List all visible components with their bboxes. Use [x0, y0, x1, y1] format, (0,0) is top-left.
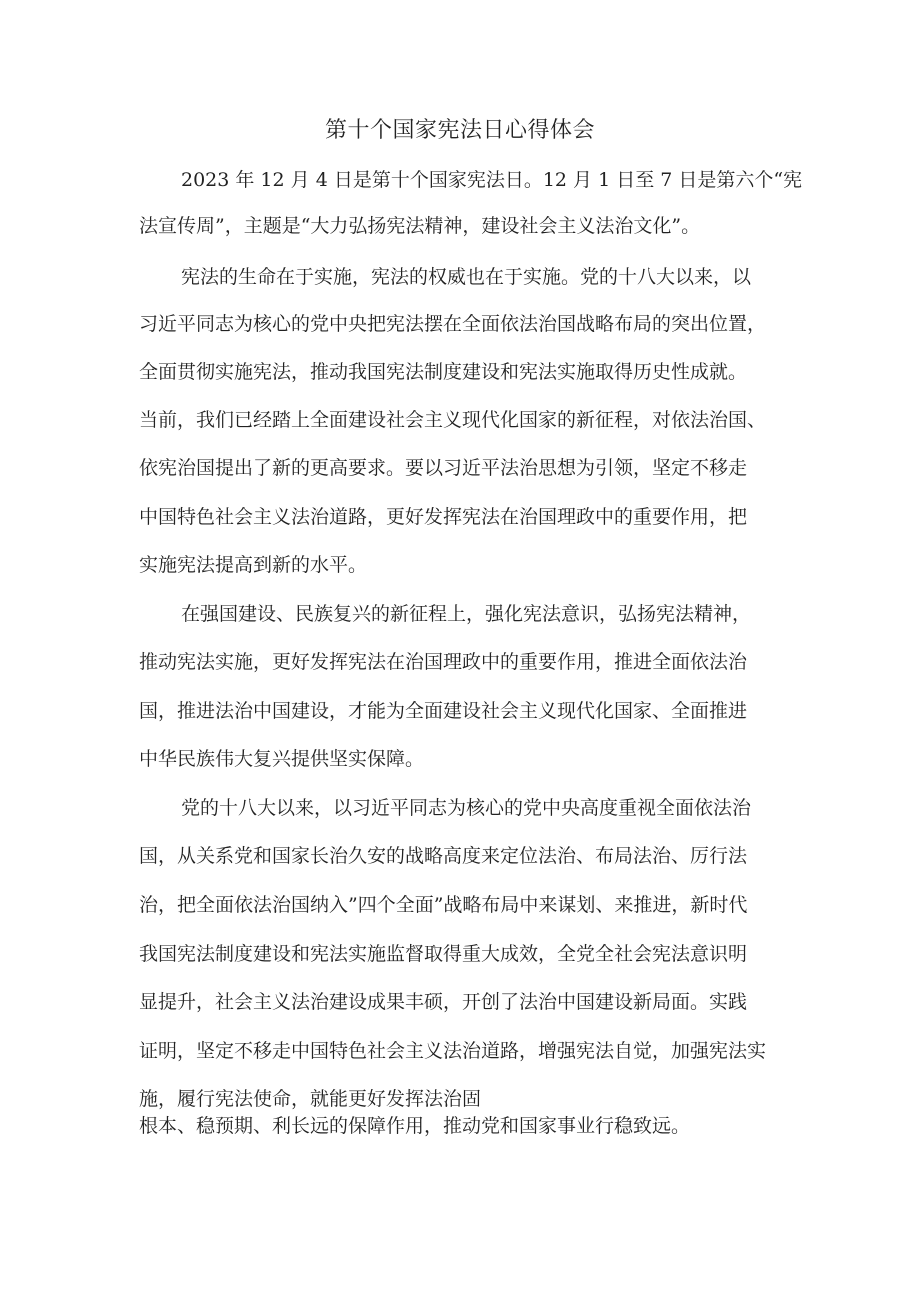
paragraph-3-line-2: 推动宪法实施，更好发挥宪法在治国理政中的重要作用，推进全面依法治: [139, 651, 748, 673]
paragraph-2-line-5: 依宪治国提出了新的更高要求。要以习近平法治思想为引领，坚定不移走: [139, 457, 748, 479]
paragraph-4-line-4: 我国宪法制度建设和宪法实施监督取得重大成效，全党全社会宪法意识明: [139, 943, 748, 965]
paragraph-4-line-7: 施，履行宪法使命，就能更好发挥法治固: [139, 1088, 482, 1110]
paragraph-1-line-2: 法宣传周”，主题是“大力弘扬宪法精神，建设社会主义法治文化”。: [139, 215, 701, 237]
paragraph-2-line-2: 习近平同志为核心的党中央把宪法摆在全面依法治国战略布局的突出位置，: [139, 313, 767, 335]
document-title: 第十个国家宪法日心得体会: [324, 118, 595, 143]
paragraph-2-line-4: 当前，我们已经踏上全面建设社会主义现代化国家的新征程，对依法治国、: [139, 409, 767, 431]
paragraph-4-line-1: 党的十八大以来，以习近平同志为核心的党中央高度重视全面依法治: [181, 797, 752, 819]
paragraph-2-line-1: 宪法的生命在于实施，宪法的权威也在于实施。党的十八大以来，以: [181, 266, 752, 288]
paragraph-4-line-6: 证明，坚定不移走中国特色社会主义法治道路，增强宪法自觉，加强宪法实: [139, 1040, 767, 1062]
paragraph-3-line-3: 国，推进法治中国建设，才能为全面建设社会主义现代化国家、全面推进: [139, 700, 748, 722]
paragraph-4-line-5: 显提升，社会主义法治建设成果丰硕，开创了法治中国建设新局面。实践: [139, 991, 748, 1013]
paragraph-2-line-6: 中国特色社会主义法治道路，更好发挥宪法在治国理政中的重要作用，把: [139, 506, 748, 528]
paragraph-1-line-1: 2023 年 12 月 4 日是第十个国家宪法日。12 月 1 日至 7 日是第六个“宪: [181, 169, 803, 191]
paragraph-2-line-7: 实施宪法提高到新的水平。: [139, 554, 368, 576]
paragraph-4-line-8: 根本、稳预期、利长远的保障作用，推动党和国家事业行稳致远。: [139, 1115, 691, 1137]
paragraph-3-line-1: 在强国建设、民族复兴的新征程上，强化宪法意识，弘扬宪法精神，: [181, 603, 752, 625]
paragraph-4-line-3: 治，把全面依法治国纳入”四个全面”战略布局中来谋划、来推进，新时代: [139, 894, 748, 916]
paragraph-2-line-3: 全面贯彻实施宪法，推动我国宪法制度建设和宪法实施取得历史性成就。: [139, 361, 748, 383]
paragraph-3-line-4: 中华民族伟大复兴提供坚实保障。: [139, 748, 425, 770]
paragraph-4-line-2: 国，从关系党和国家长治久安的战略高度来定位法治、布局法治、厉行法: [139, 845, 748, 867]
